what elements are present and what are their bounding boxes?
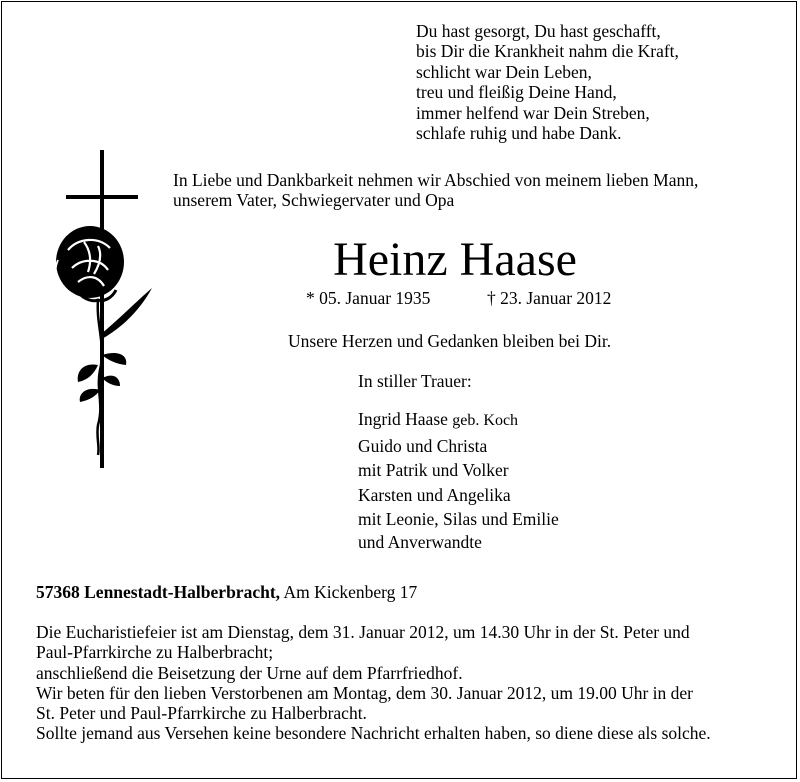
mourner-line	[358, 407, 559, 434]
mourners-list	[358, 407, 559, 532]
mourner-name: Ingrid Haase	[358, 409, 448, 429]
maiden-name: geb. Koch	[452, 412, 519, 429]
motto: Unsere Herzen und Gedanken bleiben bei Dir.	[288, 331, 612, 351]
intro-line: In Liebe und Dankbarkeit nehmen wir Abschied von meinem lieben Mann,	[173, 170, 699, 190]
address-street: Am Kickenberg 17	[283, 582, 418, 602]
mourner-line: Karsten und Angelika	[358, 484, 511, 505]
poem-line: schlafe ruhig und habe Dank.	[416, 123, 622, 144]
poem-line: bis Dir die Krankheit nahm die Kraft,	[416, 41, 679, 62]
intro-line: unserem Vater, Schwiegervater und Opa	[173, 190, 455, 211]
intro-text	[173, 170, 698, 211]
death-date: † 23. Januar 2012	[487, 288, 612, 308]
service-notice	[36, 622, 711, 744]
deceased-name: Heinz Haase	[333, 233, 577, 286]
mourning-label: In stiller Trauer:	[358, 371, 472, 391]
cross-with-rose-icon	[48, 150, 158, 472]
mourner-line: mit Leonie, Silas und Emilie	[358, 509, 559, 530]
poem	[416, 21, 679, 143]
notice-line: Paul-Pfarrkirche zu Halberbracht;	[36, 642, 274, 663]
poem-line: schlicht war Dein Leben,	[416, 61, 592, 82]
mourner-line: mit Patrik und Volker	[358, 460, 509, 481]
notice-line: Wir beten für den lieben Verstorbenen am Montag, dem 30. Januar 2012, um 19.00 Uhr in der	[36, 682, 694, 703]
address	[36, 582, 417, 603]
poem-line: treu und fleißig Deine Hand,	[416, 82, 617, 103]
notice-line: anschließend die Beisetzung der Urne auf dem Pfarrfriedhof.	[36, 662, 463, 683]
address-city: 57368 Lennestadt-Halberbracht,	[36, 582, 281, 602]
poem-line: Du hast gesorgt, Du hast geschafft,	[416, 21, 661, 41]
birth-date: * 05. Januar 1935	[306, 288, 431, 308]
notice-line: Sollte jemand aus Versehen keine besondere Nachricht erhalten haben, so diene diese als solche.	[36, 723, 711, 744]
notice-line: Die Eucharistiefeier ist am Dienstag, dem 31. Januar 2012, um 14.30 Uhr in der St. Peter und	[36, 622, 690, 642]
mourner-line: Guido und Christa	[358, 435, 488, 456]
poem-line: immer helfend war Dein Streben,	[416, 102, 650, 123]
notice-line: St. Peter und Paul-Pfarrkirche zu Halberbracht.	[36, 703, 367, 724]
relatives: und Anverwandte	[358, 532, 482, 552]
